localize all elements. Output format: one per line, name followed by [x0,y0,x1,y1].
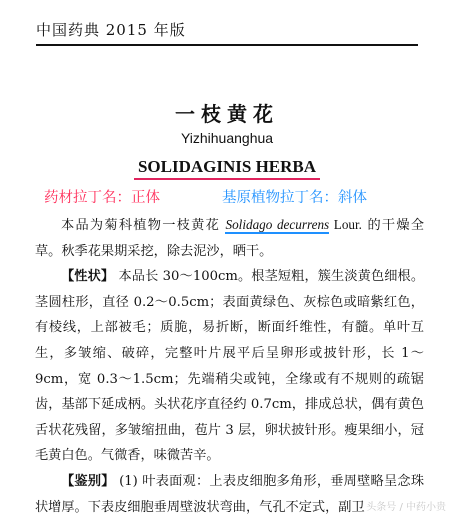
identification-heading: 【鉴别】 [61,473,115,489]
character-text: 本品长 30～100cm。根茎短粗，簇生淡黄色细根。茎圆柱形，直径 0.2～0.5cm；表面黄绿色、灰棕色或暗紫红色，有棱线，上部被毛；质脆，易折断，断面纤维性，有髓。单叶互生，多皱缩、破碎，完整叶片展平后呈卵形或披针形，长 1～9cm，宽 0.3～1.5cm；先端稍尖或钝，全缘或有不规则的疏锯齿，基部下延成柄。头状花序直径约 0.7cm，排成总状，偶有黄色舌状花残留，多皱缩扭曲，苞片 3 层，卵状披针形。瘦果细小，冠毛黄白色。气微香，味微苦辛。 [35,269,425,464]
intro-after: 的干燥全草。秋季花果期采挖，除去泥沙，晒干。 [35,218,425,259]
scientific-name: Solidago decurrens [225,217,330,232]
annotation-plant-latin: 基原植物拉丁名：斜体 [222,190,367,206]
monograph-body [35,212,424,520]
character-heading: 【性状】 [61,269,115,285]
watermark: 头条号 / 中药小贵 [366,502,446,513]
monograph-pinyin: Yizhihuanghua [180,130,274,146]
monograph-latin-name [0,157,454,180]
identification-text: (1) 叶表面观：上表皮细胞多角形，垂周壁略呈念珠状增厚。下表皮细胞垂周壁波状弯曲，气孔不定式，副卫 [35,473,425,515]
header-rule [36,44,418,46]
intro-paragraph [35,212,424,264]
author-citation: Lour. [329,217,362,232]
intro-before: 本品为菊科植物一枝黄花 [61,218,226,233]
character-paragraph [35,264,424,469]
latin-name-text: SOLIDAGINIS HERBA [134,157,320,180]
monograph-title: 一枝黄花 [175,102,279,126]
book-header: 中国药典 2015 年版 [36,21,186,39]
annotation-drug-latin: 药材拉丁名：正体 [44,190,160,206]
